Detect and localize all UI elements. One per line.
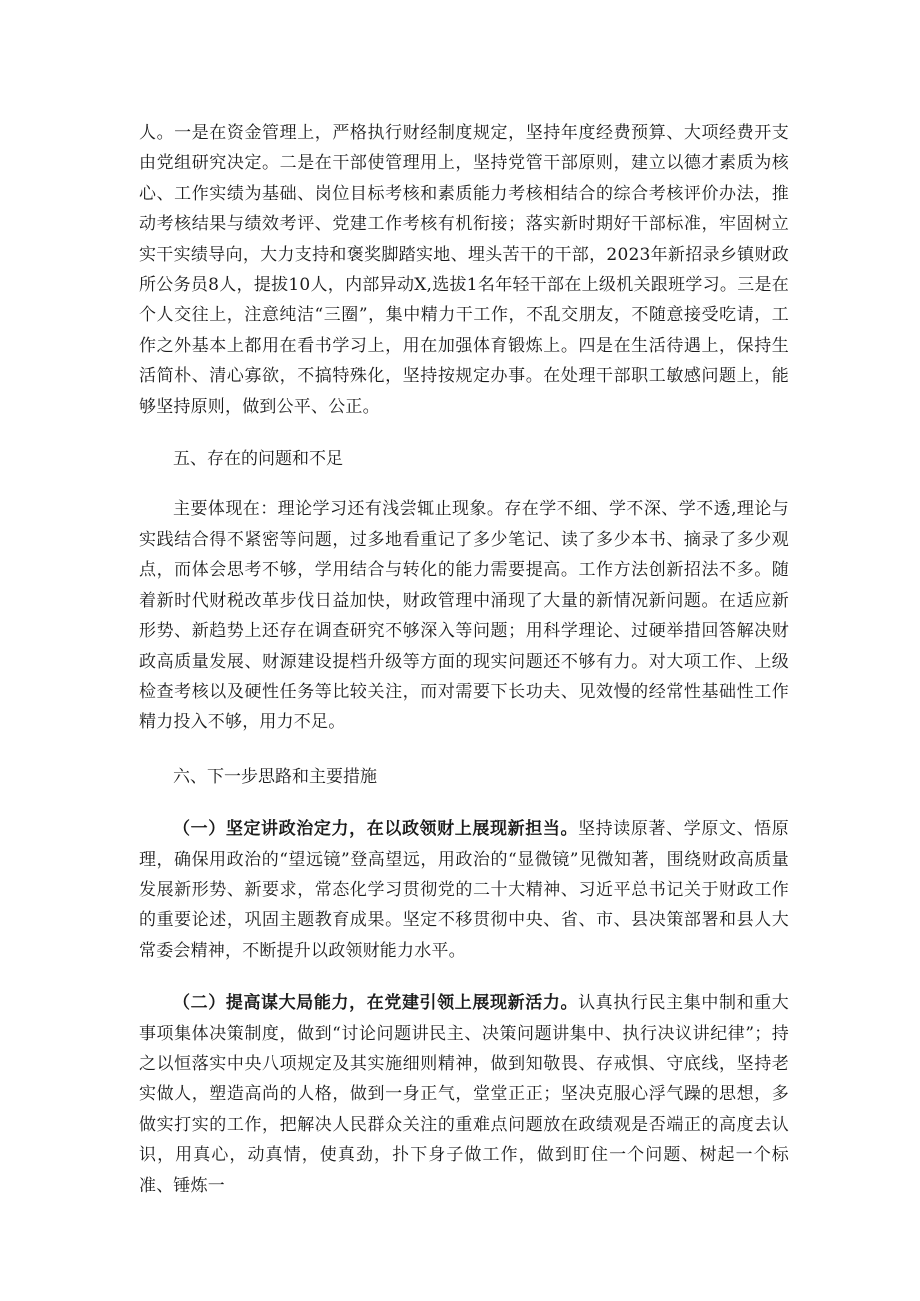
paragraph-problems: 主要体现在：理论学习还有浅尝辄止现象。存在学不细、学不深、学不透,理论与实践结合得不紧密等问题，过多地看重记了多少笔记、读了多少本书、摘录了多少观点，而体会思考不够，学用结合与转化的能力需要提高。工作方法创新招法不多。随着新时代财税改革步伐日益加快，财政管理中涌现了大量的新情况新问题。在适应新形势、新趋势上还存在调查研究不够深入等问题；用科学理论、过硬举措回答解决财政高质量发展、财源建设提档升级等方面的现实问题还不够有力。对大项工作、上级检查考核以及硬性任务等比较关注，而对需要下长功夫、见效慢的经常性基础性工作精力投入不够，用力不足。 [139, 499, 789, 733]
spacer [139, 738, 789, 762]
section-heading-problems: 五、存在的问题和不足 [173, 449, 343, 470]
measure-2-lead: （二）提高谋大局能力，在党建引领上展现新活力。 [173, 993, 579, 1014]
spacer [139, 966, 789, 988]
spacer [139, 792, 789, 814]
paragraph-measure-2 [139, 988, 789, 1201]
spacer [139, 474, 789, 494]
paragraph-integrity-measures: 人。一是在资金管理上，严格执行财经制度规定，坚持年度经费预算、大项经费开支由党组研究决定。二是在干部使管理用上，坚持党管干部原则，建立以德才素质为核心、工作实绩为基础、岗位目标考核和素质能力考核相结合的综合考核评价办法，推动考核结果与绩效考评、党建工作考核有机衔接；落实新时期好干部标准，牢固树立实干实绩导向，大力支持和褒奖脚踏实地、埋头苦干的干部，2023年新招录乡镇财政所公务员8人，提拔10人，内部异动X,选拔1名年轻干部在上级机关跟班学习。三是在个人交往上，注意纯洁“三圈”，集中精力干工作，不乱交朋友，不随意接受吃请，工作之外基本上都用在看书学习上，用在加强体育锻炼上。四是在生活待遇上，保持生活简朴、清心寡欲，不搞特殊化，坚持按规定办事。在处理干部职工敏感问题上，能够坚持原则，做到公平、公正。 [139, 123, 789, 417]
measure-1-body: 坚持读原著、学原文、悟原理，确保用政治的“望远镜”登高望远，用政治的“显微镜”见微知著，围绕财政高质量发展新形势、新要求，常态化学习贯彻党的二十大精神、习近平总书记关于财政工作的重要论述，巩固主题教育成果。坚定不移贯彻中央、省、市、县决策部署和县人大常委会精神，不断提升以政领财能力水平。 [139, 819, 789, 961]
measure-1-lead: （一）坚定讲政治定力，在以政领财上展现新担当。 [173, 819, 579, 840]
paragraph-measure-1 [139, 814, 789, 966]
spacer [139, 422, 789, 444]
section-heading-next-steps: 六、下一步思路和主要措施 [173, 766, 377, 787]
document-page [139, 118, 789, 1201]
measure-2-body: 认真执行民主集中制和重大事项集体决策制度，做到“讨论问题讲民主、决策问题讲集中、执行决议讲纪律”；持之以恒落实中央八项规定及其实施细则精神，做到知敬畏、存戒惧、守底线，坚持老实做人，塑造高尚的人格，做到一身正气，堂堂正正；坚决克服心浮气躁的思想，多做实打实的工作，把解决人民群众关注的重难点问题放在政绩观是否端正的高度去认识，用真心，动真情，使真劲，扑下身子做工作，做到盯住一个问题、树起一个标准、锤炼一 [139, 993, 789, 1196]
